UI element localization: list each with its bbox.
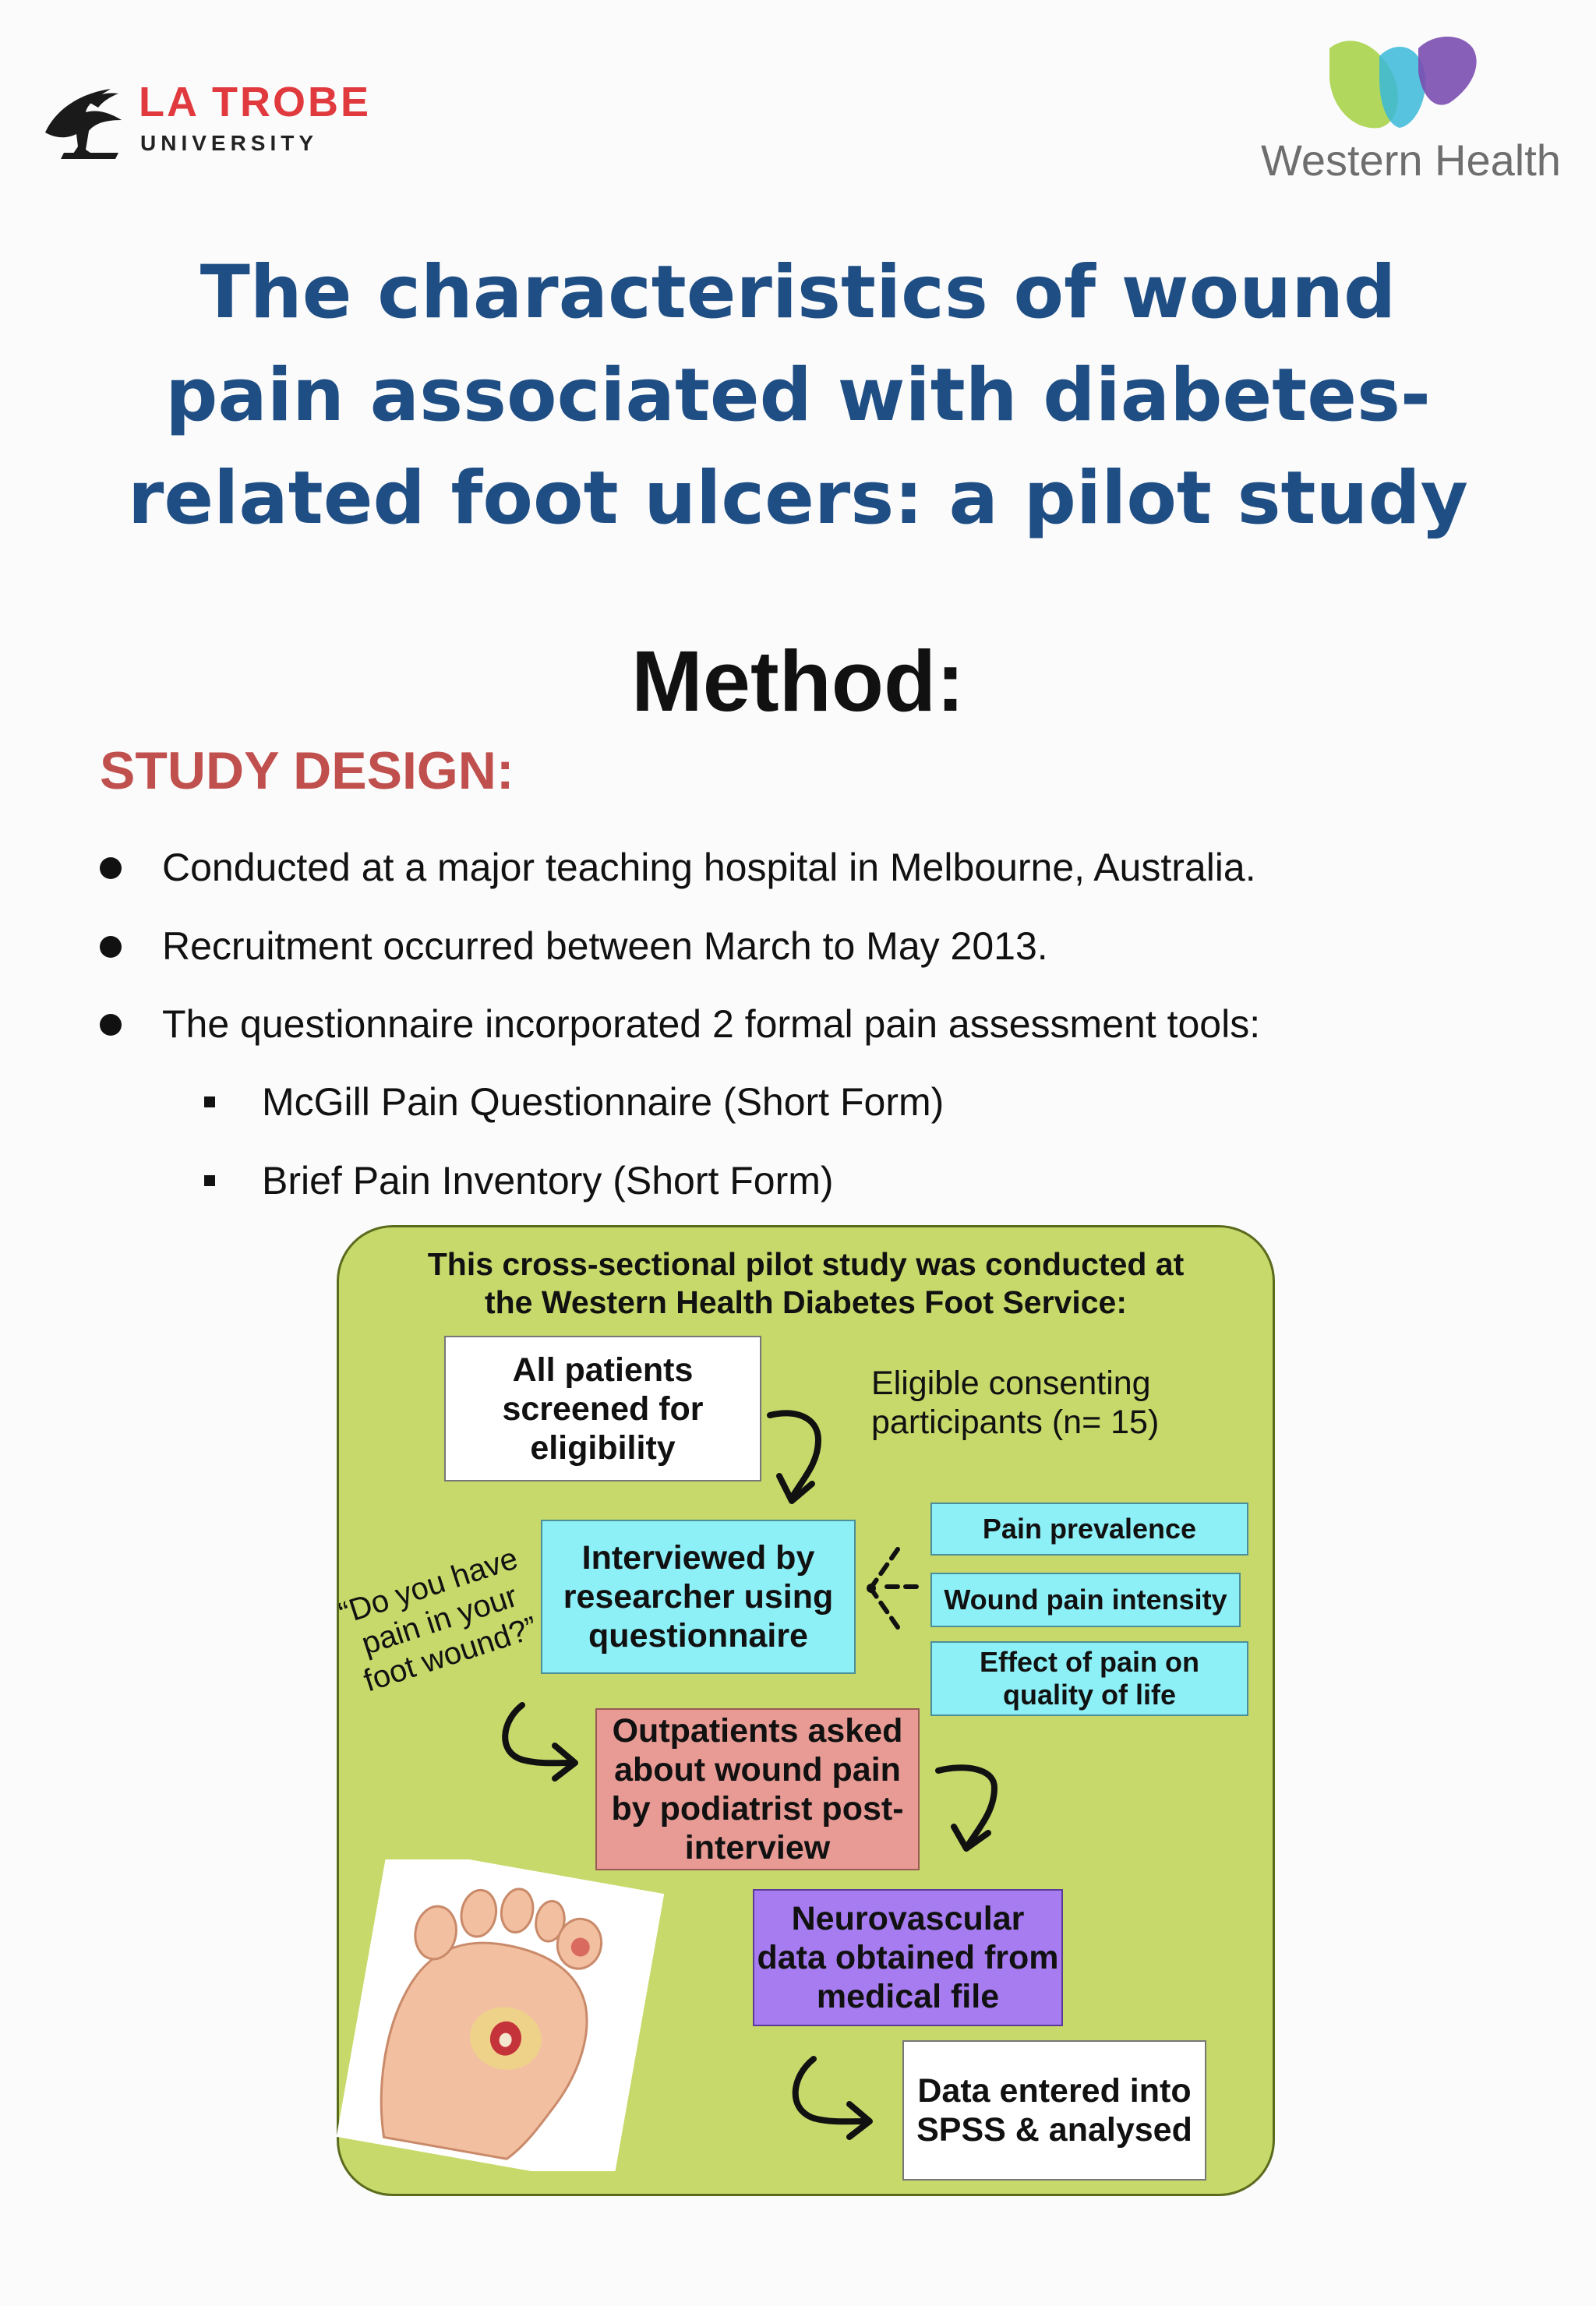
- bullet-item: Conducted at a major teaching hospital in Melbourne, Australia.: [100, 848, 1256, 887]
- western-health-butterfly-logo-icon: [1325, 33, 1488, 134]
- curved-arrow-icon: [779, 2051, 881, 2145]
- neurovascular-box: Neurovascular data obtained from medical file: [753, 1889, 1063, 2026]
- spss-box: Data entered into SPSS & analysed: [902, 2040, 1206, 2181]
- bullet-item: The questionnaire incorporated 2 formal pain assessment tools:: [100, 1005, 1260, 1044]
- eligible-participants-label: Eligible consenting participants (n= 15): [871, 1365, 1160, 1441]
- foot-ulcer-illustration: [337, 1859, 664, 2171]
- outcome-pain-prevalence-box: Pain prevalence: [930, 1503, 1248, 1556]
- curved-arrow-icon: [491, 1697, 584, 1783]
- method-heading: Method:: [631, 634, 965, 729]
- outpatients-box: Outpatients asked about wound pain by podiatrist post-interview: [595, 1708, 920, 1870]
- latrobe-logo-text: LA TROBE: [139, 79, 371, 125]
- bullet-dot-icon: [100, 936, 122, 958]
- western-health-logo-text: Western Health: [1261, 136, 1561, 185]
- outcome-quality-of-life-box: Effect of pain on quality of life: [930, 1641, 1248, 1716]
- sub-bullet-item: McGill Pain Questionnaire (Short Form): [204, 1082, 944, 1121]
- screened-box: All patients screened for eligibility: [444, 1336, 761, 1481]
- bullet-item: Recruitment occurred between March to May 2013.: [100, 927, 1048, 966]
- bullet-dot-icon: [100, 857, 122, 879]
- sub-bullet-item: Brief Pain Inventory (Short Form): [204, 1161, 834, 1200]
- curved-arrow-icon: [932, 1757, 1018, 1858]
- curved-arrow-icon: [764, 1401, 834, 1510]
- outcome-wound-pain-intensity-box: Wound pain intensity: [930, 1573, 1241, 1627]
- latrobe-pelican-logo-icon: [41, 78, 128, 164]
- square-bullet-icon: [204, 1096, 215, 1107]
- branching-dashed-arrow-icon: [862, 1543, 924, 1637]
- poster-title: The characteristics of wound pain associated with diabetes-related foot ulcers: a pilot study: [128, 250, 1468, 541]
- latrobe-logo-subtext: UNIVERSITY: [140, 131, 319, 155]
- interviewed-box: Interviewed by researcher using questionnaire: [541, 1520, 856, 1674]
- square-bullet-icon: [204, 1175, 215, 1186]
- quote-text: “Do you have pain in your foot wound?”: [334, 1541, 542, 1699]
- panel-heading: This cross-sectional pilot study was conducted at the Western Health Diabetes Foot Service:: [427, 1246, 1185, 1320]
- study-design-heading: STUDY DESIGN:: [100, 741, 514, 800]
- bullet-dot-icon: [100, 1014, 122, 1036]
